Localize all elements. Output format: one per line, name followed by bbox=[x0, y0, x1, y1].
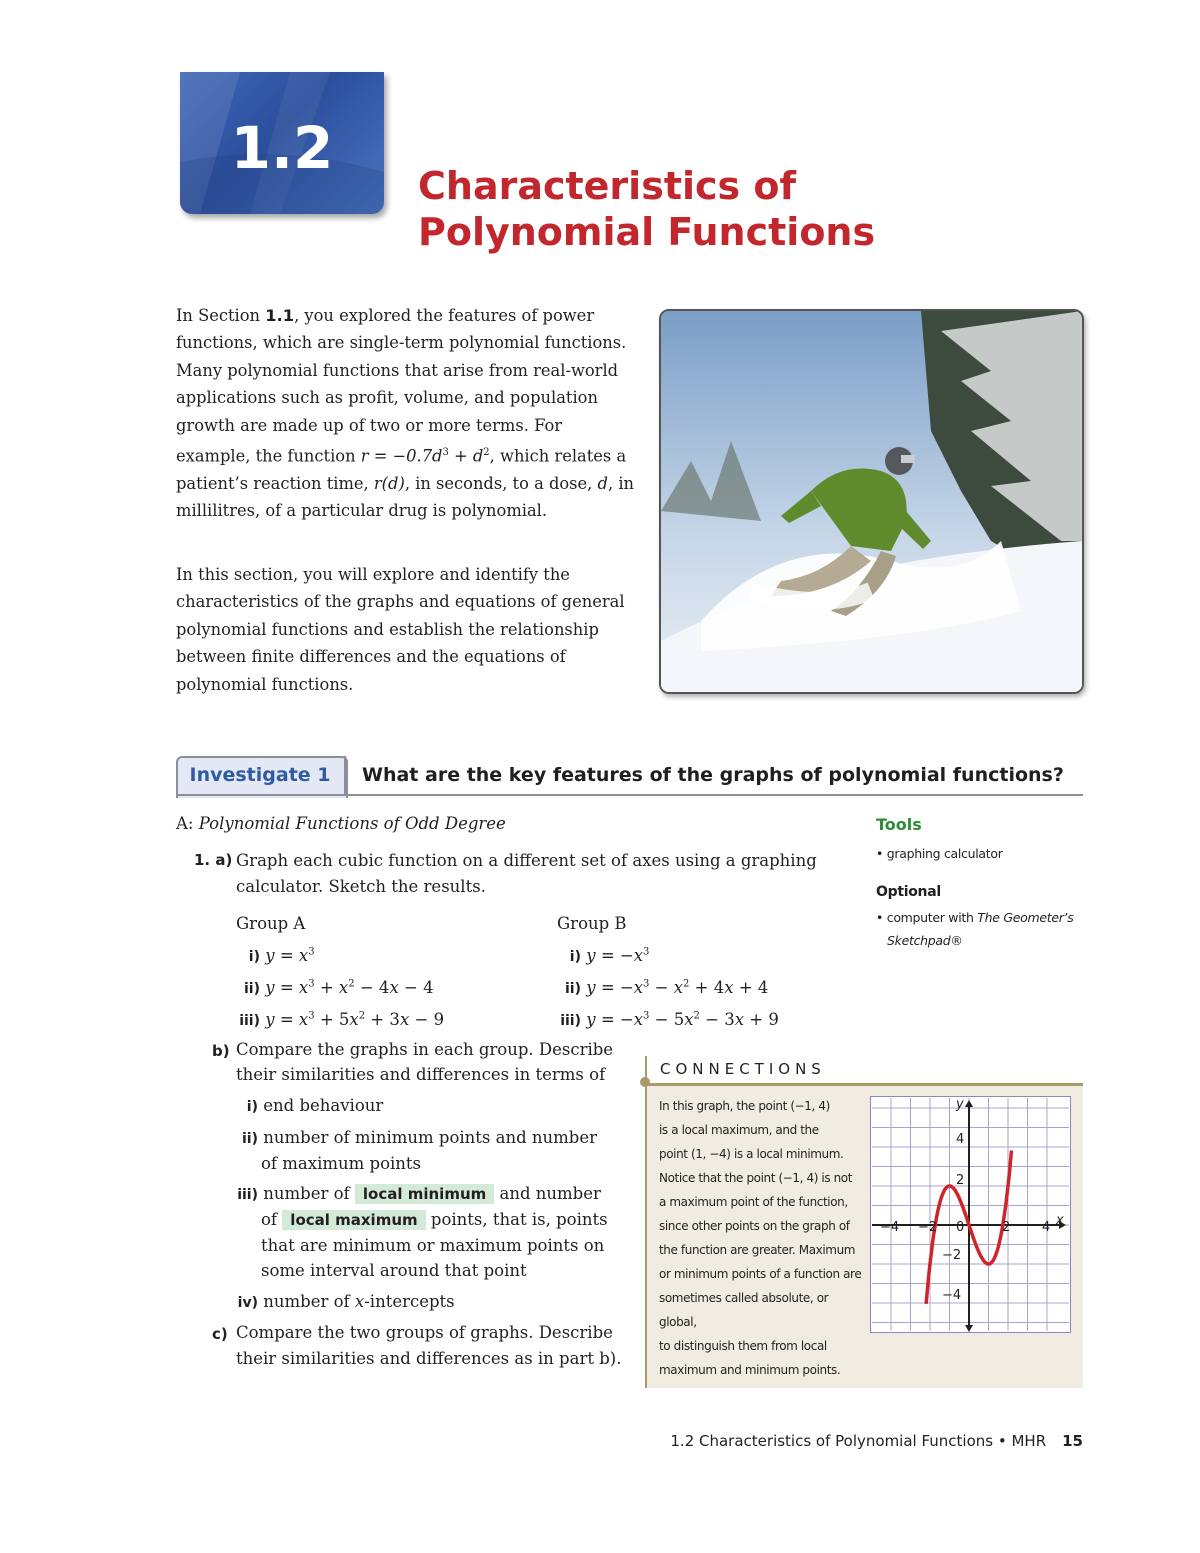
y-tick-label: 2 bbox=[956, 1173, 965, 1188]
connections-top-rule bbox=[645, 1083, 1083, 1086]
optional-item-line1: • computer with The Geometer’s bbox=[876, 910, 1074, 925]
connections-line: to distinguish them from local bbox=[659, 1339, 827, 1353]
q1b-item-iii-line4: some interval around that point bbox=[261, 1261, 527, 1280]
section-number-tab bbox=[180, 72, 384, 214]
q1b-item-iii-line3: that are minimum or maximum points on bbox=[261, 1236, 605, 1255]
x-axis-label: x bbox=[1056, 1213, 1064, 1228]
section-title-line1: Characteristics of bbox=[418, 164, 797, 208]
group-b-eq-3: iii) $y = -x^3 - 5x^2 - 3x + 9$ bbox=[560, 1010, 779, 1029]
glossary-term-local-maximum[interactable]: local maximum bbox=[282, 1210, 425, 1230]
x-tick-label: −4 bbox=[880, 1220, 900, 1235]
connections-text bbox=[659, 1094, 863, 1382]
y-tick-label: 4 bbox=[956, 1132, 965, 1147]
q1b-item-ii-line1: ii) number of minimum points and number bbox=[242, 1128, 598, 1147]
q1a-line1: Graph each cubic function on a different set of axes using a graphing bbox=[236, 851, 817, 870]
connections-line: or minimum points of a function are bbox=[659, 1267, 862, 1281]
investigate-question: What are the key features of the graphs of polynomial functions? bbox=[362, 764, 1064, 786]
q1b-item-iv: iv) number of x-intercepts bbox=[237, 1292, 455, 1311]
connections-line: a maximum point of the function, bbox=[659, 1195, 848, 1209]
q1b-item-ii-line2: of maximum points bbox=[261, 1154, 422, 1173]
tools-item: • graphing calculator bbox=[876, 846, 1003, 861]
tools-heading: Tools bbox=[876, 815, 922, 834]
x-tick-label: −2 bbox=[918, 1220, 938, 1235]
part-a-heading: A: Polynomial Functions of Odd Degree bbox=[176, 814, 506, 833]
connections-line: since other points on the graph of bbox=[659, 1219, 850, 1233]
section-title-line2: Polynomial Functions bbox=[418, 210, 876, 254]
snowboarder-photo bbox=[659, 309, 1084, 694]
group-b-eq-2: ii) $y = -x^3 - x^2 + 4x + 4$ bbox=[565, 978, 769, 997]
q1-number: 1. a) bbox=[194, 851, 233, 869]
q1c-line2: their similarities and differences as in part b). bbox=[236, 1349, 622, 1368]
optional-item-line2: Sketchpad® bbox=[887, 933, 963, 948]
investigate-rule bbox=[176, 794, 1083, 796]
intro-paragraph-1: In Section 1.1, you explored the features of power functions, which are single-term polynomial functions. Many polynomial functions that arise from real-world applications such as profit, volume, and population growth are made up of two or more terms. For example, the function $r = -0.7d^3 + d^2$, which relates a patient’s reaction time, r(d), in seconds, to a dose, d, in millilitres, of a particular drug is polynomial. bbox=[176, 306, 635, 521]
group-b-title: Group B bbox=[557, 914, 627, 933]
graph-frame bbox=[870, 1096, 1071, 1333]
x-tick-label: 4 bbox=[1042, 1220, 1051, 1235]
connections-line: maximum and minimum points. bbox=[659, 1363, 841, 1377]
connections-line: Notice that the point (−1, 4) is not bbox=[659, 1171, 853, 1185]
y-tick-label: −2 bbox=[942, 1248, 962, 1263]
connections-left-rule bbox=[645, 1056, 647, 1388]
page-footer bbox=[670, 1432, 1083, 1450]
x-tick-label: 2 bbox=[1002, 1220, 1011, 1235]
connections-heading: CONNECTIONS bbox=[660, 1060, 826, 1078]
footer-text: 1.2 Characteristics of Polynomial Functions • MHR bbox=[670, 1432, 1047, 1450]
q1b-label: b) bbox=[212, 1042, 230, 1060]
q1b-line2: their similarities and differences in terms of bbox=[236, 1065, 606, 1084]
investigate-divider bbox=[344, 756, 346, 796]
connections-line: the function are greater. Maximum bbox=[659, 1243, 856, 1257]
q1b-item-iii-line2: of local maximum points, that is, points bbox=[261, 1210, 608, 1229]
group-a-eq-3: iii) $y = x^3 + 5x^2 + 3x - 9$ bbox=[239, 1010, 445, 1029]
cubic-graph bbox=[870, 1096, 1071, 1333]
q1b-item-iii-line1: iii) number of local minimum and number bbox=[237, 1184, 601, 1203]
connections-line: is a local maximum, and the bbox=[659, 1123, 819, 1137]
y-tick-label: −4 bbox=[942, 1288, 962, 1303]
page-number: 15 bbox=[1062, 1432, 1083, 1450]
connections-line: sometimes called absolute, or global, bbox=[659, 1291, 829, 1329]
intro-paragraph-2: In this section, you will explore and identify the characteristics of the graphs and equations of general polynomial functions and establish the relationship between finite differences and the equations of polynomial functions. bbox=[176, 565, 625, 694]
q1c-label: c) bbox=[212, 1325, 228, 1343]
group-a-eq-2: ii) $y = x^3 + x^2 - 4x - 4$ bbox=[244, 978, 434, 997]
group-b-eq-1: i) $y = -x^3$ bbox=[569, 946, 650, 965]
section-number: 1.2 bbox=[230, 114, 334, 182]
q1b-item-i: i) end behaviour bbox=[246, 1096, 384, 1115]
q1c-line1: Compare the two groups of graphs. Describe bbox=[236, 1323, 613, 1342]
connections-rule-dot bbox=[640, 1077, 650, 1087]
connections-line: In this graph, the point (−1, 4) bbox=[659, 1099, 830, 1113]
optional-heading: Optional bbox=[876, 884, 941, 900]
group-a-eq-1: i) $y = x^3$ bbox=[248, 946, 315, 965]
group-a-title: Group A bbox=[236, 914, 306, 933]
investigate-label: Investigate 1 bbox=[189, 764, 331, 786]
q1a-line2: calculator. Sketch the results. bbox=[236, 877, 486, 896]
connections-line: point (1, −4) is a local minimum. bbox=[659, 1147, 844, 1161]
q1b-line1: Compare the graphs in each group. Describe bbox=[236, 1040, 614, 1059]
x-tick-label: 0 bbox=[956, 1220, 965, 1235]
y-axis-label: y bbox=[956, 1097, 964, 1112]
glossary-term-local-minimum[interactable]: local minimum bbox=[355, 1184, 494, 1204]
